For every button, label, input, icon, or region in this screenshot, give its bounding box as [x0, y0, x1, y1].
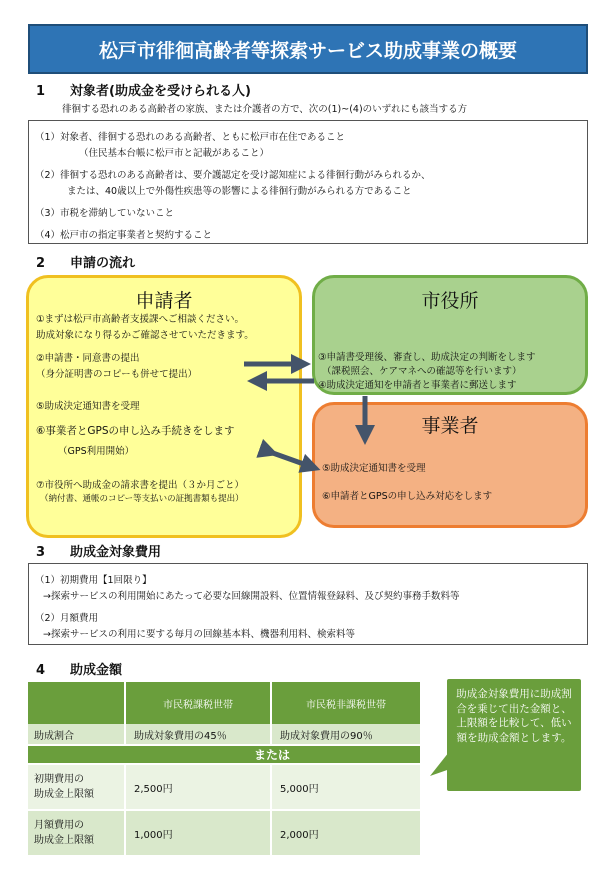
applicant-step-1: ①まずは松戸市高齢者支援課へご相談ください。: [36, 314, 245, 325]
monthly-taxed: 1,000円: [124, 809, 270, 855]
initial-nontaxed: 5,000円: [270, 763, 420, 809]
eligibility-item-2-cont: または、40歳以上で外傷性疾患等の影響による徘徊行動がみられる方であること: [67, 186, 412, 197]
section3-heading: 3 助成金対象費用: [36, 545, 162, 560]
ratio-nontaxed: 助成対象費用の90％: [270, 724, 420, 744]
cityhall-step-3-note: （課税照会、ケアマネへの確認等を行います）: [322, 366, 522, 377]
applicant-title: 申請者: [135, 290, 193, 312]
applicant-step-5: ⑤助成決定通知書を受理: [36, 401, 140, 412]
initial-label: 初期費用の 助成金上限額: [28, 763, 124, 809]
cost-monthly-label: （2）月額費用: [35, 613, 99, 624]
applicant-step-1-cont: 助成対象になり得るかご確認させていただきます。: [36, 330, 254, 341]
ratio-taxed: 助成対象費用の45％: [124, 724, 270, 744]
cost-monthly-desc: →探索サービスの利用に要する毎月の回線基本料、機器利用料、検索料等: [43, 629, 355, 640]
initial-taxed: 2,500円: [124, 763, 270, 809]
eligibility-item-1: （1）対象者、徘徊する恐れのある高齢者、ともに松戸市在住であること: [35, 132, 346, 143]
applicant-step-2: ②申請書・同意書の提出: [36, 353, 140, 364]
or-label: または: [124, 744, 420, 763]
cityhall-step-3: ③申請書受理後、審査し、助成決定の判断をします: [318, 352, 536, 363]
section4-heading: 4 助成金額: [36, 663, 123, 678]
header-nontaxed: 市民税非課税世帯: [270, 682, 420, 724]
grant-note: 助成金対象費用に助成割合を乗じて出た金額と、上限額を比較して、低い額を助成金額とします。: [447, 679, 581, 791]
applicant-step-7-note: （納付書、通帳のコピー等支払いの証拠書類も提出）: [40, 494, 244, 504]
applicant-step-2-note: （身分証明書のコピーも併せて提出）: [36, 369, 198, 380]
eligibility-item-4: （4）松戸市の指定事業者と契約すること: [35, 230, 213, 241]
page-title: 松戸市徘徊高齢者等探索サービス助成事業の概要: [28, 24, 588, 74]
eligibility-item-1-note: （住民基本台帳に松戸市と記載があること）: [79, 148, 270, 159]
section1-heading: 1 対象者(助成金を受けられる人): [36, 84, 251, 99]
provider-step-5: ⑤助成決定通知書を受理: [322, 463, 426, 474]
eligibility-item-2: （2）徘徊する恐れのある高齢者は、要介護認定を受け認知症による徘徊行動がみられるか、: [35, 170, 431, 181]
ratio-label: 助成割合: [34, 730, 74, 742]
applicant-step-7: ⑦市役所へ助成金の請求書を提出（３か月ごと）: [36, 480, 245, 491]
provider-step-6: ⑥申請者とGPSの申し込み対応をします: [322, 491, 493, 502]
section1-subtitle: 徘徊する恐れのある高齢者の家族、または介護者の方で、次の(1)~(4)のいずれにも該当する方: [62, 104, 468, 115]
applicant-step-6: ⑥事業者とGPSの申し込み手続きをします: [36, 425, 235, 437]
applicant-step-6-note: （GPS利用開始）: [58, 446, 135, 457]
header-taxed: 市民税課税世帯: [124, 682, 270, 724]
section2-heading: 2 申請の流れ: [36, 256, 136, 271]
cityhall-title: 市役所: [421, 290, 479, 312]
eligibility-item-3: （3）市税を滞納していないこと: [35, 208, 175, 219]
cityhall-step-4: ④助成決定通知を申請者と事業者に郵送します: [318, 380, 517, 391]
monthly-nontaxed: 2,000円: [270, 809, 420, 855]
provider-title: 事業者: [421, 415, 479, 437]
monthly-label: 月額費用の 助成金上限額: [28, 809, 124, 855]
cost-initial-desc: →探索サービスの利用開始にあたって必要な回線開設料、位置情報登録料、及び契約事務手数料等: [43, 591, 460, 602]
cost-initial-label: （1）初期費用【1回限り】: [35, 575, 152, 586]
